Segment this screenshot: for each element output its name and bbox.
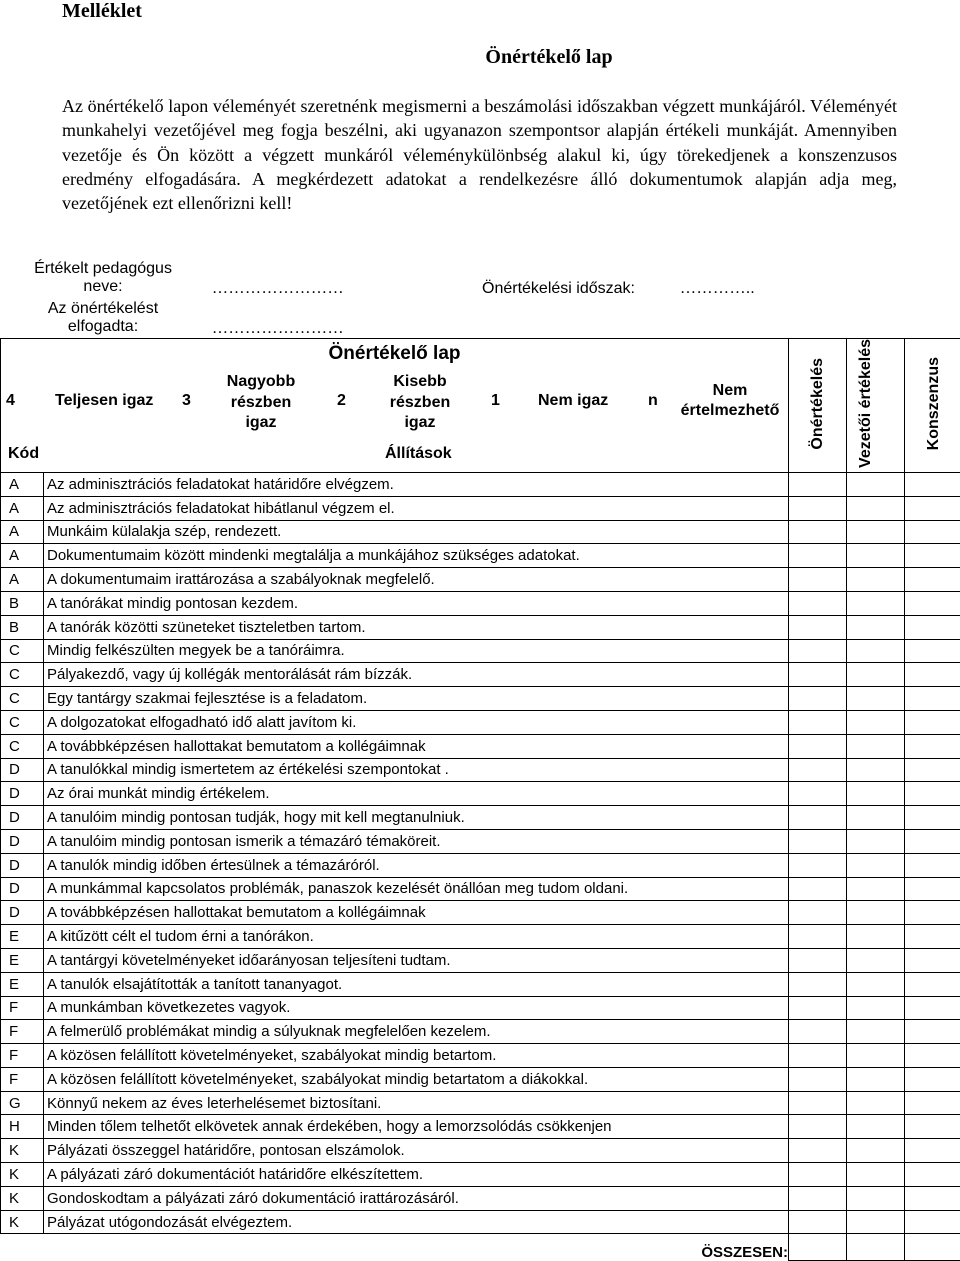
leader-score-cell[interactable] [847,615,905,639]
accepted-by-field[interactable]: …………………… [212,320,344,338]
table-row [1,687,960,711]
self-score-cell[interactable] [789,1115,847,1139]
self-score-cell[interactable] [789,496,847,520]
table-row [1,591,960,615]
table-row [1,520,960,544]
consensus-total-cell[interactable] [905,1234,960,1261]
consensus-score-cell[interactable] [905,758,960,782]
leader-score-cell[interactable] [847,496,905,520]
row-statement: Pályázati összeggel határidőre, pontosan elszámolok. [44,1139,789,1163]
total-label: ÖSSZESEN: [1,1234,789,1261]
leader-score-cell[interactable] [847,639,905,663]
row-code: G [1,1091,44,1115]
leader-score-cell[interactable] [847,710,905,734]
row-code: C [1,639,44,663]
total-row [1,1234,960,1261]
consensus-score-cell[interactable] [905,472,960,496]
row-statement: Dokumentumaim között mindenki megtalálja a munkájához szükséges adatokat. [44,544,789,568]
consensus-header: Konszenzus [905,339,960,473]
table-row [1,1186,960,1210]
table-row [1,496,960,520]
appendix-heading: Melléklet [62,0,142,23]
row-statement: A továbbképzésen hallottakat bemutatom a kollégáimnak [44,734,789,758]
table-row [1,877,960,901]
leader-score-cell[interactable] [847,996,905,1020]
self-score-cell[interactable] [789,853,847,877]
row-statement: A tanulóim mindig pontosan ismerik a témazáró témaköreit. [44,829,789,853]
table-row [1,996,960,1020]
statements-column-header: Állítások [385,445,452,463]
teacher-name-field[interactable]: …………………… [212,280,344,298]
consensus-score-cell[interactable] [905,782,960,806]
row-statement: A tantárgyi követelményeket időarányosan teljesíteni tudtam. [44,948,789,972]
leader-score-cell[interactable] [847,901,905,925]
self-total-cell[interactable] [789,1234,847,1261]
row-code: A [1,520,44,544]
scale-4-number: 4 [6,392,15,410]
consensus-score-cell[interactable] [905,1210,960,1234]
table-row [1,568,960,592]
row-code: D [1,877,44,901]
scale-3-number: 3 [182,392,191,410]
leader-score-cell[interactable] [847,948,905,972]
leader-score-cell[interactable] [847,853,905,877]
row-statement: A tanulók elsajátították a tanított tananyagot. [44,972,789,996]
row-code: A [1,472,44,496]
row-code: A [1,568,44,592]
self-score-cell[interactable] [789,1163,847,1187]
leader-score-cell[interactable] [847,806,905,830]
row-statement: A dokumentumaim irattározása a szabályoknak megfelelő. [44,568,789,592]
self-score-cell[interactable] [789,972,847,996]
row-statement: A pályázati záró dokumentációt határidőre elkészítettem. [44,1163,789,1187]
self-score-cell[interactable] [789,568,847,592]
self-score-cell[interactable] [789,948,847,972]
consensus-score-cell[interactable] [905,544,960,568]
table-row [1,972,960,996]
self-score-cell[interactable] [789,1020,847,1044]
self-score-cell[interactable] [789,544,847,568]
leader-score-cell[interactable] [847,1067,905,1091]
scale-3-label: Nagyobb részben igaz [216,372,306,434]
row-code: C [1,734,44,758]
consensus-score-cell[interactable] [905,901,960,925]
row-code: D [1,901,44,925]
row-statement: A közösen felállított követelményeket, szabályokat mindig betartatom a diákokkal. [44,1067,789,1091]
self-score-cell[interactable] [789,782,847,806]
self-score-cell[interactable] [789,758,847,782]
consensus-score-cell[interactable] [905,1139,960,1163]
self-score-cell[interactable] [789,639,847,663]
table-row [1,1044,960,1068]
row-code: D [1,806,44,830]
leader-total-cell[interactable] [847,1234,905,1261]
row-statement: A tanórákat mindig pontosan kezdem. [44,591,789,615]
scale-2-number: 2 [337,392,346,410]
leader-score-cell[interactable] [847,1163,905,1187]
table-row [1,1139,960,1163]
consensus-score-cell[interactable] [905,1067,960,1091]
consensus-score-cell[interactable] [905,829,960,853]
self-score-cell[interactable] [789,829,847,853]
self-score-cell[interactable] [789,1067,847,1091]
self-score-cell[interactable] [789,687,847,711]
self-score-cell[interactable] [789,925,847,949]
self-score-cell[interactable] [789,734,847,758]
scale-n-label: Nem értelmezhető [675,381,785,421]
row-statement: Munkáim külalakja szép, rendezett. [44,520,789,544]
intro-paragraph: Az önértékelő lapon véleményét szeretnénk megismerni a beszámolási időszakban végzett munkájáról. Véleményét munkahelyi vezetőjével meg fogja beszélni, aki ugyanazon szempontsor alapján értékeli munkáját. Amennyiben vezetője és Ön között a végzett munkáról véleménykülönbség alakul ki, úgy törekedjenek a konszenzusos eredmény elfogadására. A megkérdezett adatokat a rendelkezésre álló dokumentumok alapján adja meg, vezetőjének ezt ellenőrizni kell! [62,94,897,215]
consensus-score-cell[interactable] [905,1186,960,1210]
leader-score-cell[interactable] [847,758,905,782]
row-code: E [1,948,44,972]
row-code: F [1,1044,44,1068]
consensus-score-cell[interactable] [905,972,960,996]
table-title: Önértékelő lap [1,343,788,365]
scale-4-label: Teljesen igaz [55,392,153,410]
self-score-cell[interactable] [789,996,847,1020]
row-statement: Minden tőlem telhetőt elkövetek annak érdekében, hogy a lemorzsolódás csökkenjen [44,1115,789,1139]
row-statement: Könnyű nekem az éves leterhelésemet biztosítani. [44,1091,789,1115]
table-row [1,1210,960,1234]
leader-score-cell[interactable] [847,568,905,592]
self-score-cell[interactable] [789,615,847,639]
row-statement: Az adminisztrációs feladatokat hibátlanul végzem el. [44,496,789,520]
self-assessment-header: Önértékelés [789,339,847,473]
row-code: C [1,710,44,734]
self-score-cell[interactable] [789,806,847,830]
leader-score-cell[interactable] [847,1210,905,1234]
table-row [1,948,960,972]
leader-score-cell[interactable] [847,544,905,568]
row-statement: Az adminisztrációs feladatokat határidőre elvégzem. [44,472,789,496]
self-score-cell[interactable] [789,901,847,925]
teacher-name-label: Értékelt pedagógus neve: [28,260,178,296]
consensus-score-cell[interactable] [905,1091,960,1115]
row-code: D [1,782,44,806]
row-statement: Az órai munkát mindig értékelem. [44,782,789,806]
leader-score-cell[interactable] [847,829,905,853]
consensus-score-cell[interactable] [905,1163,960,1187]
self-score-cell[interactable] [789,710,847,734]
consensus-score-cell[interactable] [905,568,960,592]
self-assessment-table [0,338,960,1261]
row-statement: Pályakezdő, vagy új kollégák mentorálását rám bízzák. [44,663,789,687]
self-score-cell[interactable] [789,663,847,687]
consensus-score-cell[interactable] [905,687,960,711]
row-statement: A közösen felállított követelményeket, szabályokat mindig betartom. [44,1044,789,1068]
leader-score-cell[interactable] [847,1091,905,1115]
period-label: Önértékelési időszak: [482,280,635,298]
consensus-score-cell[interactable] [905,853,960,877]
scale-2-label: Kisebb részben igaz [375,372,465,434]
row-code: A [1,544,44,568]
row-code: B [1,591,44,615]
page-title: Önértékelő lap [0,46,960,69]
consensus-score-cell[interactable] [905,734,960,758]
row-statement: A továbbképzésen hallottakat bemutatom a kollégáimnak [44,901,789,925]
row-code: A [1,496,44,520]
row-code: C [1,663,44,687]
row-statement: Pályázat utógondozását elvégeztem. [44,1210,789,1234]
self-score-cell[interactable] [789,1186,847,1210]
row-code: K [1,1210,44,1234]
leader-score-cell[interactable] [847,1115,905,1139]
consensus-score-cell[interactable] [905,925,960,949]
leader-score-cell[interactable] [847,925,905,949]
leader-score-cell[interactable] [847,1044,905,1068]
row-statement: A felmerülő problémákat mindig a súlyuknak megfelelően kezelem. [44,1020,789,1044]
row-statement: Egy tantárgy szakmai fejlesztése is a feladatom. [44,687,789,711]
row-code: B [1,615,44,639]
consensus-score-cell[interactable] [905,615,960,639]
table-row [1,806,960,830]
accepted-by-label: Az önértékelést elfogadta: [28,300,178,336]
row-code: F [1,1020,44,1044]
leader-score-cell[interactable] [847,520,905,544]
row-statement: A munkámban következetes vagyok. [44,996,789,1020]
row-statement: A tanulók mindig időben értesülnek a témazáróról. [44,853,789,877]
row-code: K [1,1139,44,1163]
consensus-score-cell[interactable] [905,639,960,663]
self-score-cell[interactable] [789,877,847,901]
row-code: C [1,687,44,711]
consensus-score-cell[interactable] [905,710,960,734]
consensus-score-cell[interactable] [905,806,960,830]
leader-score-cell[interactable] [847,1186,905,1210]
self-score-cell[interactable] [789,1091,847,1115]
consensus-score-cell[interactable] [905,520,960,544]
row-statement: A dolgozatokat elfogadható idő alatt javítom ki. [44,710,789,734]
table-row [1,1163,960,1187]
scale-n-letter: n [648,392,658,410]
consensus-score-cell[interactable] [905,1115,960,1139]
table-row [1,1067,960,1091]
row-statement: A tanulókkal mindig ismertetem az értékelési szempontokat . [44,758,789,782]
row-code: D [1,758,44,782]
self-score-cell[interactable] [789,591,847,615]
row-statement: Gondoskodtam a pályázati záró dokumentáció irattározásáról. [44,1186,789,1210]
scale-1-label: Nem igaz [538,392,608,410]
consensus-score-cell[interactable] [905,877,960,901]
table-row [1,925,960,949]
table-row [1,853,960,877]
row-statement: A tanulóim mindig pontosan tudják, hogy mit kell megtanulniuk. [44,806,789,830]
leader-score-cell[interactable] [847,591,905,615]
table-row [1,1115,960,1139]
leader-assessment-header: Vezetői értékelés [847,339,905,473]
table-row [1,734,960,758]
table-row [1,615,960,639]
table-row [1,1091,960,1115]
row-code: D [1,853,44,877]
consensus-score-cell[interactable] [905,1044,960,1068]
leader-score-cell[interactable] [847,734,905,758]
row-code: F [1,996,44,1020]
scale-header-cell [1,339,789,473]
consensus-score-cell[interactable] [905,1020,960,1044]
row-code: D [1,829,44,853]
row-code: E [1,925,44,949]
row-code: K [1,1163,44,1187]
scale-1-number: 1 [491,392,500,410]
self-score-cell[interactable] [789,520,847,544]
table-row [1,758,960,782]
consensus-score-cell[interactable] [905,996,960,1020]
table-row [1,1020,960,1044]
table-row [1,901,960,925]
table-row [1,639,960,663]
table-row [1,472,960,496]
leader-score-cell[interactable] [847,782,905,806]
row-code: F [1,1067,44,1091]
leader-score-cell[interactable] [847,1139,905,1163]
consensus-score-cell[interactable] [905,591,960,615]
consensus-score-cell[interactable] [905,496,960,520]
leader-score-cell[interactable] [847,1020,905,1044]
row-code: K [1,1186,44,1210]
row-statement: A kitűzött célt el tudom érni a tanórákon. [44,925,789,949]
table-row [1,710,960,734]
leader-score-cell[interactable] [847,663,905,687]
row-statement: Mindig felkészülten megyek be a tanóráimra. [44,639,789,663]
consensus-score-cell[interactable] [905,948,960,972]
self-score-cell[interactable] [789,472,847,496]
self-score-cell[interactable] [789,1210,847,1234]
leader-score-cell[interactable] [847,687,905,711]
row-statement: A tanórák közötti szüneteket tiszteletben tartom. [44,615,789,639]
row-code: E [1,972,44,996]
leader-score-cell[interactable] [847,472,905,496]
row-code: H [1,1115,44,1139]
table-row [1,663,960,687]
code-column-header: Kód [8,445,39,463]
leader-score-cell[interactable] [847,972,905,996]
row-statement: A munkámmal kapcsolatos problémák, panaszok kezelését önállóan meg tudom oldani. [44,877,789,901]
table-row [1,829,960,853]
leader-score-cell[interactable] [847,877,905,901]
table-row [1,782,960,806]
table-row [1,544,960,568]
consensus-score-cell[interactable] [905,663,960,687]
self-score-cell[interactable] [789,1139,847,1163]
self-score-cell[interactable] [789,1044,847,1068]
period-field[interactable]: ………….. [680,280,755,298]
